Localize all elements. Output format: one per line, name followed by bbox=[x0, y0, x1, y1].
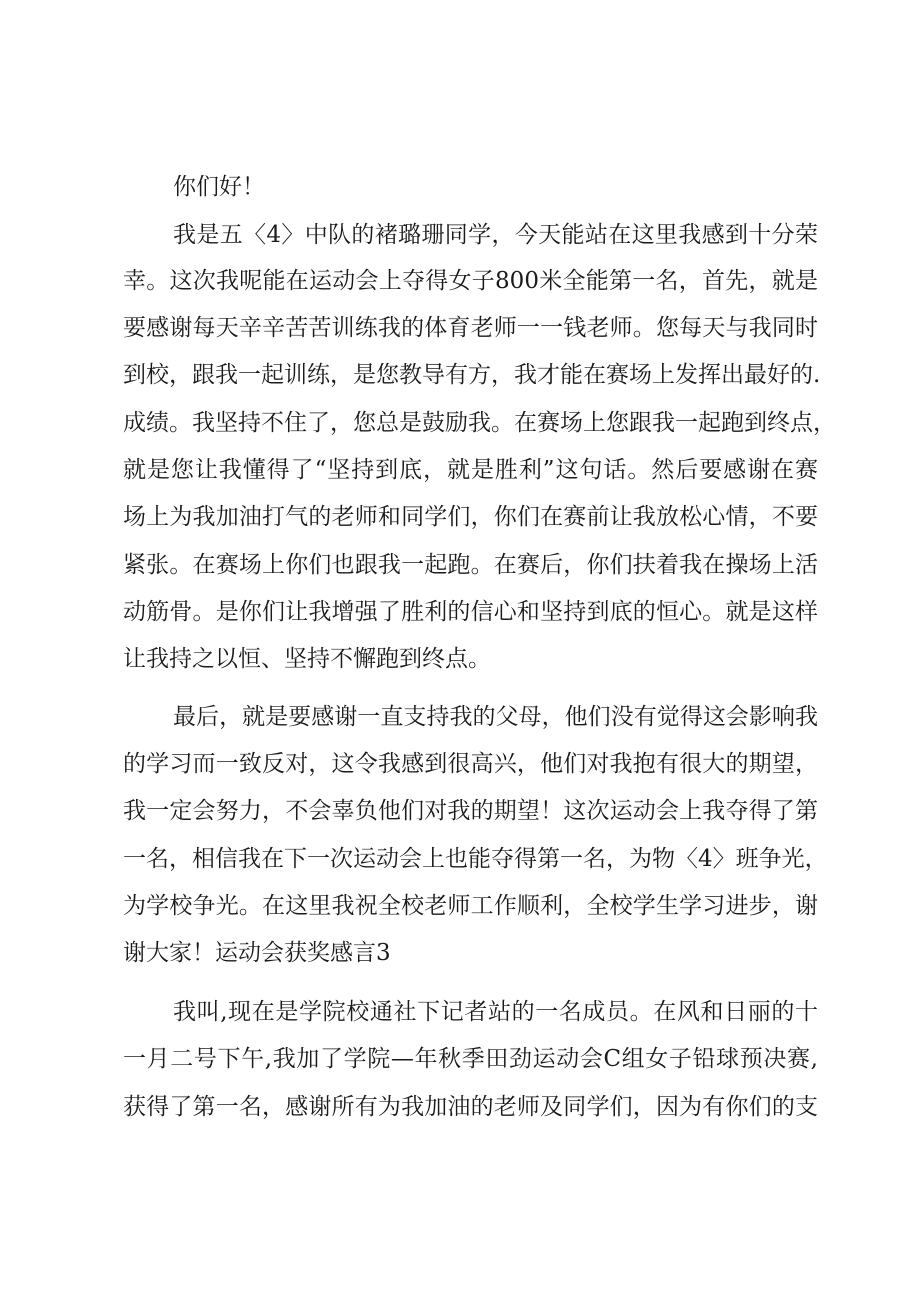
paragraph-line: 的学习而一致反对，这令我感到很高兴，他们对我抱有很大的期望， bbox=[123, 751, 818, 777]
paragraph-line: 成绩。我坚持不住了，您总是鼓励我。在赛场上您跟我一起跑到终点， bbox=[123, 410, 836, 436]
paragraph-line: 谢大家！运动会获奖感言3 bbox=[123, 940, 391, 966]
paragraph-line: 一名，相信我在下一次运动会上也能夺得第一名，为物〈4〉班争光， bbox=[123, 846, 828, 872]
greeting: 你们好！ bbox=[173, 174, 265, 200]
paragraph-line: 让我持之以恒、坚持不懈跑到终点。 bbox=[123, 646, 491, 672]
paragraph-line: 紧张。在赛场上你们也跟我一起跑。在赛后，你们扶着我在操场上活 bbox=[123, 552, 818, 578]
paragraph-line: 我叫,现在是学院校通社下记者站的一名成员。在风和日丽的十 bbox=[173, 999, 818, 1025]
paragraph-line: 动筋骨。是你们让我增强了胜利的信心和坚持到底的恒心。就是这样 bbox=[123, 599, 818, 625]
paragraph-line: 获得了第一名，感谢所有为我加油的老师及同学们，因为有你们的支 bbox=[123, 1094, 818, 1120]
paragraph-line: 就是您让我懂得了“坚持到底，就是胜利”这句话。然后要感谢在赛 bbox=[123, 457, 818, 483]
paragraph-line: 一月二号下午,我加了学院—年秋季田劲运动会C组女子铅球预决赛, bbox=[123, 1046, 818, 1072]
paragraph-line: 到校，跟我一起训练，是您教导有方，我才能在赛场上发挥出最好的. bbox=[123, 362, 821, 388]
paragraph-line: 幸。这次我呢能在运动会上夺得女子800米全能第一名，首先，就是 bbox=[123, 268, 818, 294]
paragraph-line: 最后，就是要感谢一直支持我的父母，他们没有觉得这会影响我 bbox=[173, 704, 818, 730]
paragraph-line: 为学校争光。在这里我祝全校老师工作顺利，全校学生学习进步，谢 bbox=[123, 893, 818, 919]
paragraph-line: 要感谢每天辛辛苦苦训练我的体育老师一一钱老师。您每天与我同时 bbox=[123, 315, 818, 341]
paragraph-line: 我一定会努力，不会辜负他们对我的期望！这次运动会上我夺得了第 bbox=[123, 798, 818, 824]
paragraph-line: 我是五〈4〉中队的褚璐珊同学，今天能站在这里我感到十分荣 bbox=[173, 222, 818, 248]
paragraph-line: 场上为我加油打气的老师和同学们，你们在赛前让我放松心情，不要 bbox=[123, 504, 818, 530]
